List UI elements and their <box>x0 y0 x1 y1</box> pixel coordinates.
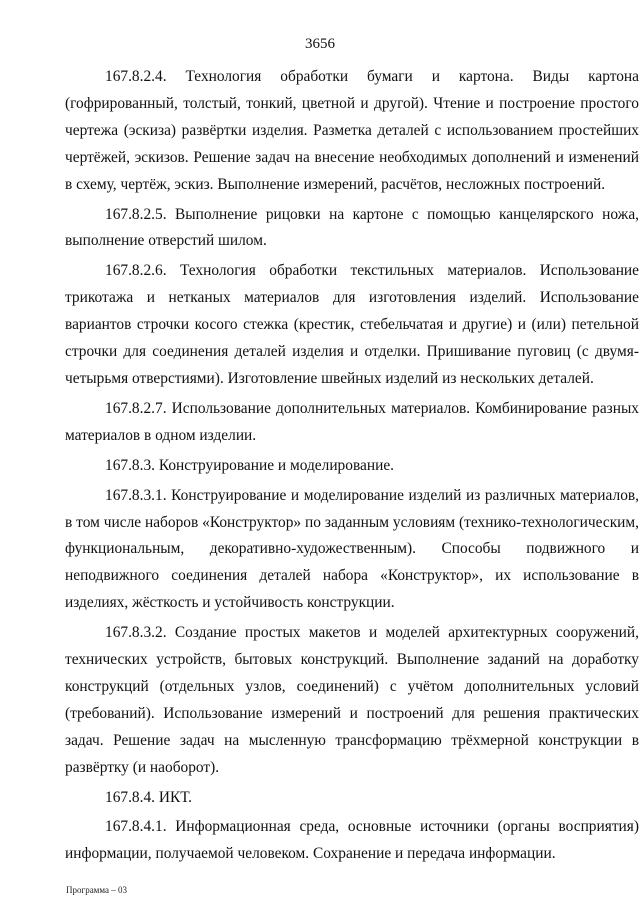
paragraph-167-8-2-5: 167.8.2.5. Выполнение рицовки на картоне с помощью канцелярского ножа, выполнение отверстий шилом. <box>65 205 639 250</box>
paragraph-167-8-4-1: 167.8.4.1. Информационная среда, основные источники (органы восприятия) информации, получаемой человеком. Сохранение и передача информации. <box>65 818 639 863</box>
section-heading-167-8-4: 167.8.4. ИКТ. <box>105 788 192 806</box>
paragraph-167-8-3-1: 167.8.3.1. Конструирование и моделирование изделий из различных материалов, в том числе наборов «Конструктор» по заданным условиям (технико-технологическим, функциональным, декоративно-художественным). Способы подвижного и неподвижного соединения деталей набора «Конструктор», их использование в изделиях, жёсткость и устойчивость конструкции. <box>65 486 639 612</box>
paragraph-167-8-2-6: 167.8.2.6. Технология обработки текстильных материалов. Использование трикотажа и нетканых материалов для изготовления изделий. Использование вариантов строчки косого стежка (крестик, стебельчатая и другие) и (или) петельной строчки для соединения деталей изделия и отделки. Пришивание пуговиц (с двумя-четырьмя отверстиями). Изготовление швейных изделий из нескольких деталей. <box>65 262 639 387</box>
section-heading-167-8-3: 167.8.3. Конструирование и моделирование. <box>105 456 394 474</box>
page-number: 3656 <box>305 36 335 52</box>
document-body <box>65 64 639 871</box>
paragraph-167-8-3-2: 167.8.3.2. Создание простых макетов и моделей архитектурных сооружений, технических устройств, бытовых конструкций. Выполнение заданий на доработку конструкций (отдельных узлов, соединений) с учётом дополнительных условий (требований). Использование измерений и построений для решения практических задач. Решение задач на мысленную трансформацию трёхмерной конструкции в развёртку (и наоборот). <box>65 624 639 776</box>
footer-label: Программа – 03 <box>66 885 128 895</box>
paragraph-167-8-2-4: 167.8.2.4. Технология обработки бумаги и картона. Виды картона (гофрированный, толстый, тонкий, цветной и другой). Чтение и построение простого чертежа (эскиза) развёртки изделия. Разметка деталей с использованием простейших чертёжей, эскизов. Решение задач на внесение необходимых дополнений и изменений в схему, чертёж, эскиз. Выполнение измерений, расчётов, несложных построений. <box>65 68 639 193</box>
paragraph-167-8-2-7: 167.8.2.7. Использование дополнительных материалов. Комбинирование разных материалов в одном изделии. <box>65 399 639 444</box>
